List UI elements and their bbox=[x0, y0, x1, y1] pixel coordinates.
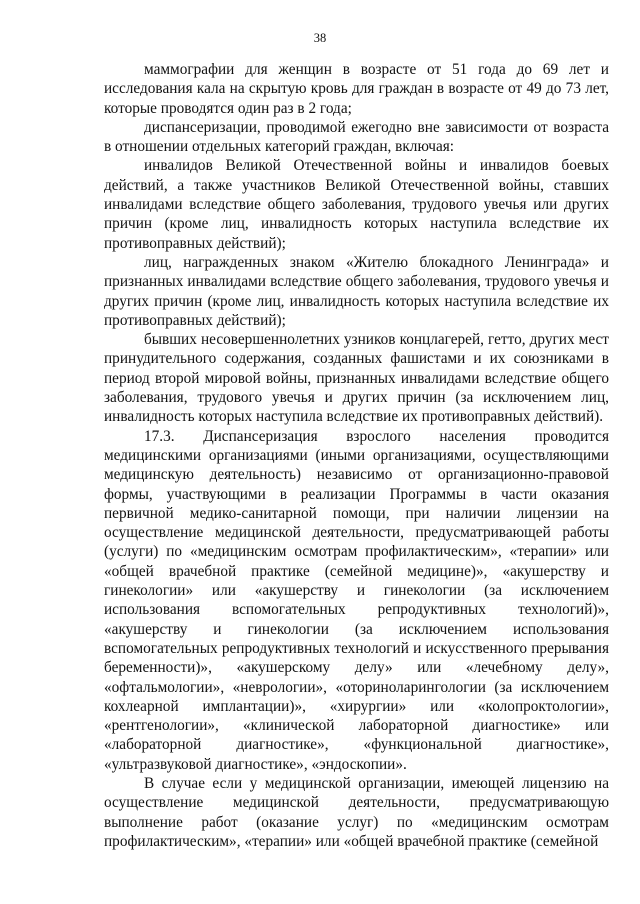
paragraph-annual-dispensarization: диспансеризации, проводимой ежегодно вне зависимости от возраста в отношении отдельных категорий граждан, включая: bbox=[104, 118, 609, 156]
paragraph-license-case: В случае если у медицинской организации, имеющей лицензию на осуществление медицинской деятельности, предусматривающую выполнение работ (оказание услуг) по «медицинским осмотрам профилактическим», «терапии» или «общей врачебной практике (семейной bbox=[104, 774, 609, 850]
paragraph-war-invalids: инвалидов Великой Отечественной войны и инвалидов боевых действий, а также участников Великой Отечественной войны, ставших инвалидами вследствие общего заболевания, трудового увечья или других причин (кроме лиц, инвалидность которых наступила вследствие их противоправных действий); bbox=[104, 157, 609, 252]
paragraph-leningrad-siege: лиц, награжденных знаком «Жителю блокадного Ленинграда» и признанных инвалидами вследствие общего заболевания, трудового увечья и других причин (кроме лиц, инвалидность которых наступила вследствие их противоправных действий); bbox=[104, 253, 609, 329]
paragraph-section-17-3: 17.3. Диспансеризация взрослого населения проводится медицинскими организациями (иными организациями, осуществляющими медицинскую деятельность) независимо от организационно-правовой формы, участвующими в реализации Программы в части оказания первичной медико-санитарной помощи, при наличии лицензии на осуществление медицинской деятельности, предусматривающей работы (услуги) по «медицинским осмотрам профилактическим», «терапии» или «общей врачебной практике (семейной медицине)», «акушерству и гинекологии» или «акушерству и гинекологии (за исключением использования вспомогательных репродуктивных технологий)», «акушерству и гинекологии (за исключением использования вспомогательных репродуктивных технологий и искусственного прерывания беременности)», «акушерскому делу» или «лечебному делу», «офтальмологии», «неврологии», «оториноларингологии (за исключением кохлеарной имплантации)», «хирургии» или «колопроктологии», «рентгенологии», «клинической лабораторной диагностике» или «лабораторной диагностике», «функциональной диагностике», «ультразвуковой диагностике», «эндоскопии». bbox=[104, 427, 609, 773]
document-body bbox=[104, 60, 609, 851]
paragraph-concentration-camp-prisoners: бывших несовершеннолетних узников концлагерей, гетто, других мест принудительного содержания, созданных фашистами и их союзниками в период второй мировой войны, признанных инвалидами вследствие общего заболевания, трудового увечья и других причин (за исключением лиц, инвалидность которых наступила вследствие их противоправных действий). bbox=[104, 331, 609, 426]
paragraph-screening-continuation: маммографии для женщин в возрасте от 51 года до 69 лет и исследования кала на скрытую кровь для граждан в возрасте от 49 до 73 лет, которые проводятся один раз в 2 года; bbox=[104, 61, 609, 117]
page-number: 38 bbox=[313, 31, 327, 45]
